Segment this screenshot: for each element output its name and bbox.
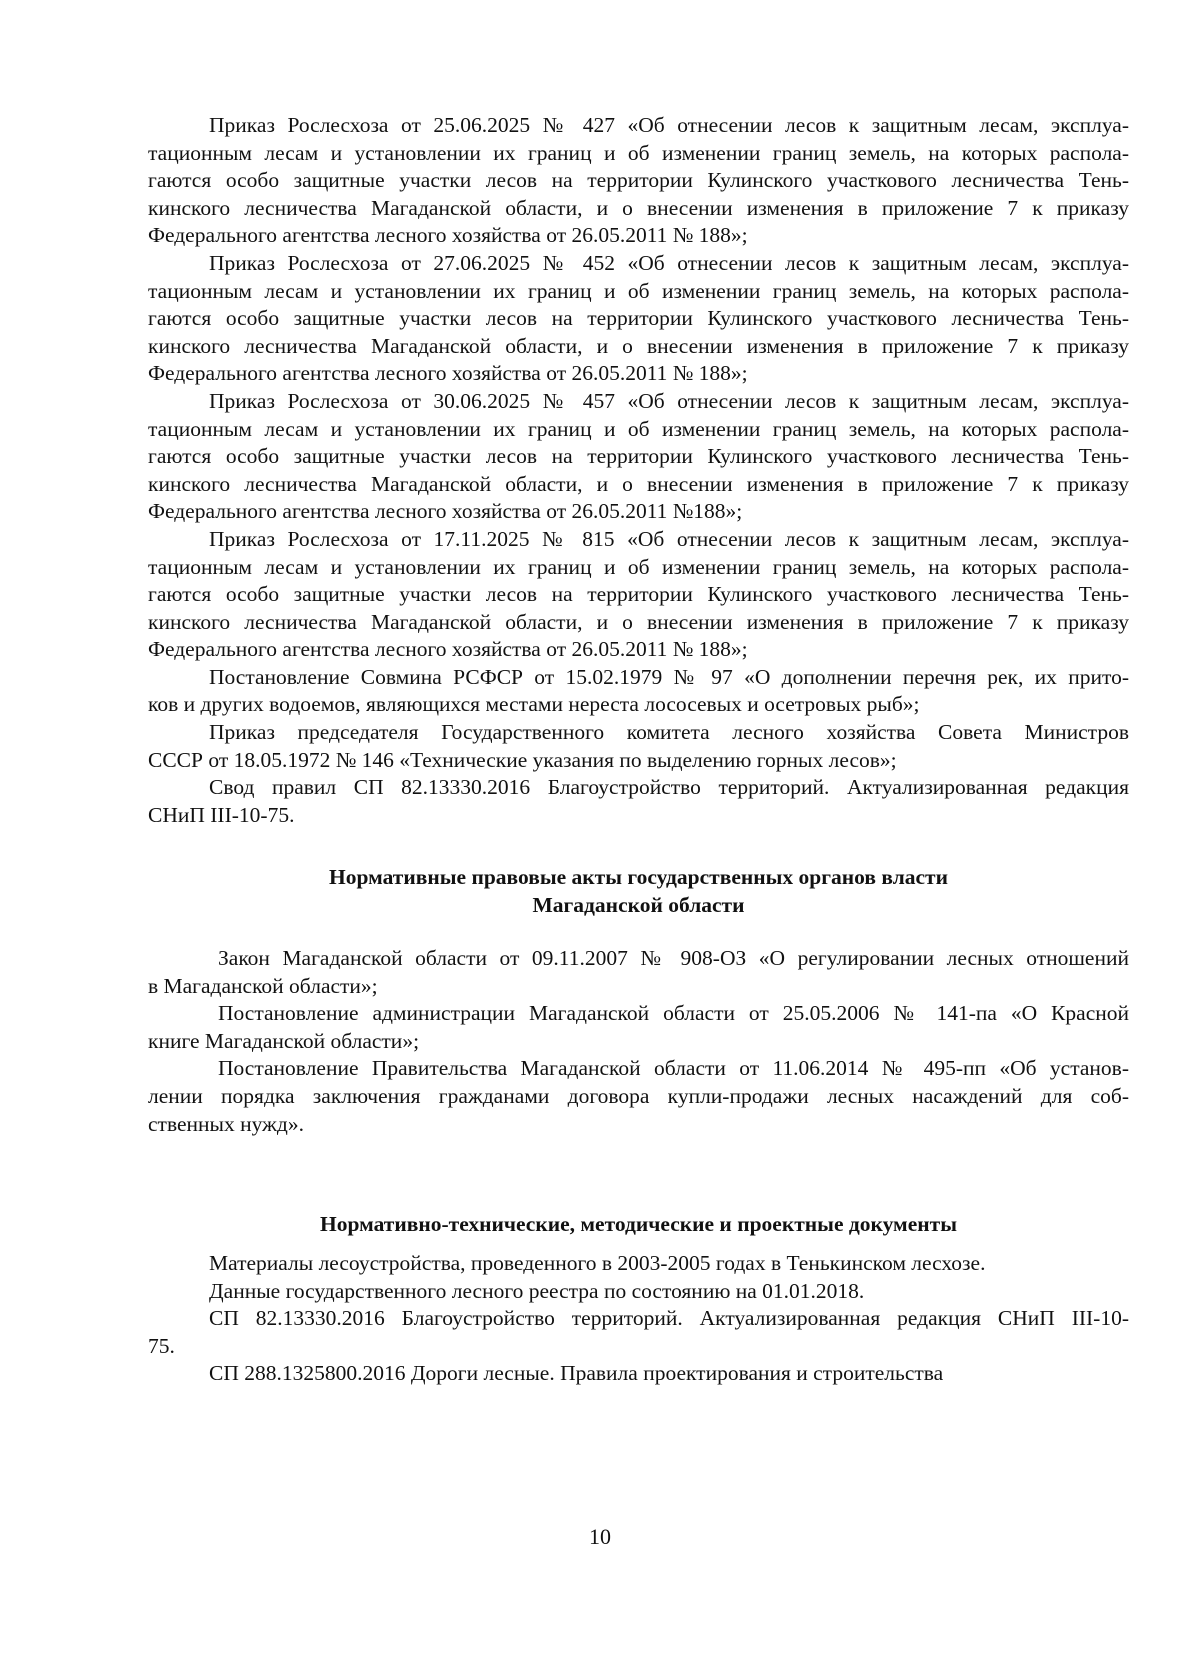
text-line: Приказ Рослесхоза от 30.06.2025 № 457 «Об отнесении лесов к защитным лесам, эксплуа- bbox=[209, 388, 1129, 413]
text-line: 75. bbox=[148, 1333, 175, 1358]
text-line: кинского лесничества Магаданской области, и о внесении изменения в приложение 7 к приказу bbox=[148, 609, 1129, 634]
text-line: кинского лесничества Магаданской области, и о внесении изменения в приложение 7 к приказу bbox=[148, 195, 1129, 220]
text-line: Федерального агентства лесного хозяйства от 26.05.2011 № 188»; bbox=[148, 637, 748, 662]
text-line: Приказ Рослесхоза от 17.11.2025 № 815 «Об отнесении лесов к защитным лесам, эксплуа- bbox=[209, 526, 1129, 551]
text-line: тационным лесам и установлении их границ и об изменении границ земель, на которых распола- bbox=[148, 140, 1129, 165]
paragraph bbox=[148, 1055, 1129, 1138]
text-line: Приказ Рослесхоза от 25.06.2025 № 427 «Об отнесении лесов к защитным лесам, эксплуа- bbox=[209, 113, 1129, 137]
text-line: ков и других водоемов, являющихся местами нереста лососевых и осетровых рыб»; bbox=[148, 692, 920, 717]
text-line: СНиП III-10-75. bbox=[148, 802, 295, 827]
text-line: Материалы лесоустройства, проведенного в 2003-2005 годах в Тенькинском лесхозе. bbox=[209, 1251, 986, 1275]
text-line: Приказ председателя Государственного комитета лесного хозяйства Совета Министров bbox=[209, 720, 1129, 745]
section-heading-regional bbox=[148, 864, 1129, 919]
text-line: гаются особо защитные участки лесов на территории Кулинского участкового лесничества Тень- bbox=[148, 444, 1129, 469]
paragraph bbox=[148, 112, 1129, 250]
paragraph bbox=[148, 526, 1129, 664]
text-line: Приказ Рослесхоза от 27.06.2025 № 452 «Об отнесении лесов к защитным лесам, эксплуа- bbox=[209, 250, 1129, 275]
text-line: Федерального агентства лесного хозяйства от 26.05.2011 №188»; bbox=[148, 499, 743, 524]
normative-list-federal bbox=[148, 112, 1129, 829]
normative-list-regional bbox=[148, 945, 1129, 1138]
paragraph bbox=[148, 1360, 1129, 1388]
text-line: СП 82.13330.2016 Благоустройство территорий. Актуализированная редакция СНиП III-10- bbox=[209, 1306, 1129, 1331]
text-line: гаются особо защитные участки лесов на территории Кулинского участкового лесничества Тень- bbox=[148, 306, 1129, 331]
text-line: в Магаданской области»; bbox=[148, 973, 378, 998]
paragraph bbox=[148, 1000, 1129, 1055]
text-line: кинского лесничества Магаданской области, и о внесении изменения в приложение 7 к приказу bbox=[148, 333, 1129, 358]
heading-line: Магаданской области bbox=[532, 892, 745, 917]
paragraph bbox=[148, 388, 1129, 526]
paragraph bbox=[148, 1250, 1129, 1278]
heading-line: Нормативно-технические, методические и проектные документы bbox=[320, 1212, 957, 1236]
text-line: тационным лесам и установлении их границ и об изменении границ земель, на которых распола- bbox=[148, 554, 1129, 579]
text-line: Федерального агентства лесного хозяйства от 26.05.2011 № 188»; bbox=[148, 361, 748, 386]
paragraph bbox=[148, 1305, 1129, 1360]
text-line: ственных нужд». bbox=[148, 1111, 304, 1136]
text-line: гаются особо защитные участки лесов на территории Кулинского участкового лесничества Тень- bbox=[148, 168, 1129, 193]
text-line: гаются особо защитные участки лесов на территории Кулинского участкового лесничества Тень- bbox=[148, 582, 1129, 607]
text-line: СССР от 18.05.1972 № 146 «Технические указания по выделению горных лесов»; bbox=[148, 747, 897, 772]
text-line: кинского лесничества Магаданской области, и о внесении изменения в приложение 7 к приказу bbox=[148, 471, 1129, 496]
paragraph bbox=[148, 774, 1129, 829]
paragraph bbox=[148, 945, 1129, 1000]
text-line: Данные государственного лесного реестра по состоянию на 01.01.2018. bbox=[209, 1278, 865, 1303]
text-line: Постановление Правительства Магаданской области от 11.06.2014 № 495-пп «Об установ- bbox=[218, 1056, 1129, 1081]
text-line: СП 288.1325800.2016 Дороги лесные. Правила проектирования и строительства bbox=[209, 1361, 944, 1386]
paragraph bbox=[148, 1278, 1129, 1306]
text-line: книге Магаданской области»; bbox=[148, 1028, 420, 1053]
text-line: Постановление Совмина РСФСР от 15.02.1979 № 97 «О дополнении перечня рек, их прито- bbox=[209, 664, 1129, 689]
technical-documents-list bbox=[148, 1250, 1129, 1388]
text-line: Свод правил СП 82.13330.2016 Благоустройство территорий. Актуализированная редакция bbox=[209, 775, 1129, 800]
text-line: тационным лесам и установлении их границ и об изменении границ земель, на которых распола- bbox=[148, 416, 1129, 441]
paragraph bbox=[148, 719, 1129, 774]
text-line: Федерального агентства лесного хозяйства от 26.05.2011 № 188»; bbox=[148, 223, 748, 248]
text-line: Постановление администрации Магаданской области от 25.05.2006 № 141-па «О Красной bbox=[218, 1001, 1129, 1026]
paragraph bbox=[148, 250, 1129, 388]
section-heading-technical bbox=[148, 1211, 1129, 1239]
text-line: Закон Магаданской области от 09.11.2007 № 908-ОЗ «О регулировании лесных отношений bbox=[218, 946, 1129, 970]
page-number: 10 bbox=[589, 1524, 611, 1549]
text-line: тационным лесам и установлении их границ и об изменении границ земель, на которых распола- bbox=[148, 278, 1129, 303]
text-line: лении порядка заключения гражданами договора купли-продажи лесных насаждений для соб- bbox=[148, 1083, 1129, 1108]
paragraph bbox=[148, 664, 1129, 719]
heading-line: Нормативные правовые акты государственных органов власти bbox=[329, 865, 948, 889]
